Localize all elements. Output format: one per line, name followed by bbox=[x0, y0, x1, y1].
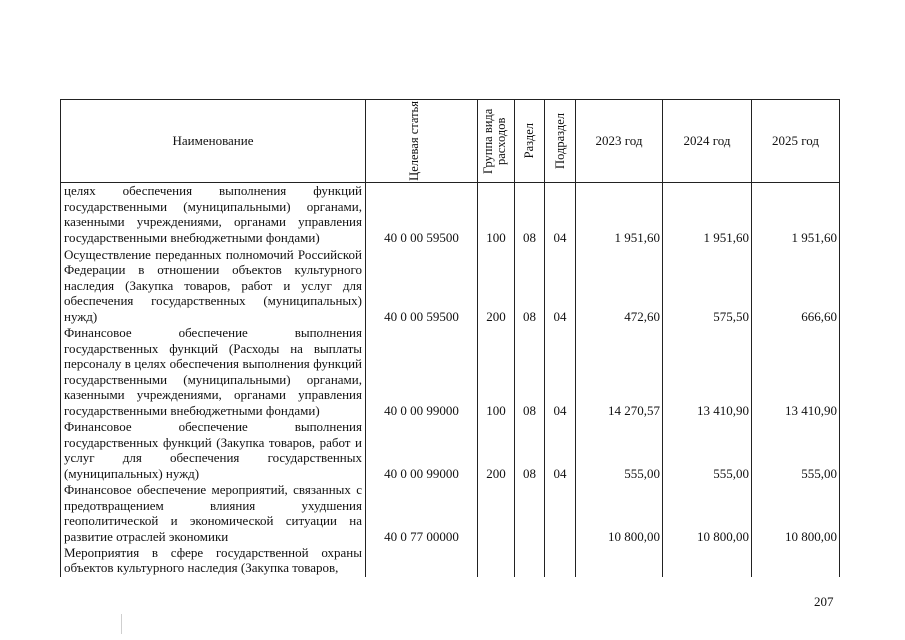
row-section bbox=[515, 545, 545, 577]
header-2024 bbox=[663, 100, 752, 183]
row-2024: 1 951,60 bbox=[663, 183, 752, 246]
header-2025 bbox=[752, 100, 840, 183]
row-2023: 555,00 bbox=[576, 419, 663, 482]
row-name: Финансовое обеспечение выполнения государственных функций (Расходы на выплаты персоналу в целях обеспечения выполнения функций государственными (муниципальными) органами, казенными учреждениями, органами управления государственными внебюджетными фондами) bbox=[61, 325, 366, 419]
header-row bbox=[61, 100, 840, 183]
row-target: 40 0 00 59500 bbox=[366, 183, 478, 246]
page-number: 207 bbox=[814, 594, 834, 609]
row-target: 40 0 77 00000 bbox=[366, 482, 478, 545]
row-target bbox=[366, 545, 478, 577]
header-2024-label: 2024 год bbox=[683, 133, 731, 149]
row-group bbox=[478, 482, 515, 545]
row-name: Финансовое обеспечение выполнения государственных функций (Закупка товаров, работ и услуг для обеспечения государственных (муниципальных) нужд) bbox=[61, 419, 366, 482]
header-section bbox=[515, 100, 545, 183]
row-subsection bbox=[545, 482, 576, 545]
table-row bbox=[61, 482, 840, 545]
header-subsection-label: Подраздел bbox=[552, 113, 567, 169]
row-2025: 666,60 bbox=[752, 246, 840, 325]
header-subsection bbox=[545, 100, 576, 183]
budget-table bbox=[60, 99, 840, 577]
row-2025: 10 800,00 bbox=[752, 482, 840, 545]
scan-mark bbox=[121, 614, 122, 634]
row-section bbox=[515, 482, 545, 545]
header-name-label: Наименование bbox=[172, 133, 254, 149]
header-2025-label: 2025 год bbox=[772, 133, 819, 149]
row-subsection: 04 bbox=[545, 246, 576, 325]
table-row bbox=[61, 183, 840, 246]
header-section-label: Раздел bbox=[522, 123, 536, 159]
row-section: 08 bbox=[515, 419, 545, 482]
table-row bbox=[61, 545, 840, 577]
header-group-label: Группа вида расходов bbox=[481, 108, 508, 174]
row-name: Финансовое обеспечение мероприятий, связанных с предотвращением влияния ухудшения геополитической и экономической ситуации на развитие отраслей экономики bbox=[61, 482, 366, 545]
row-2024: 10 800,00 bbox=[663, 482, 752, 545]
row-2023: 1 951,60 bbox=[576, 183, 663, 246]
row-target: 40 0 00 59500 bbox=[366, 246, 478, 325]
header-name bbox=[61, 100, 366, 183]
row-group: 100 bbox=[478, 183, 515, 246]
table-row bbox=[61, 325, 840, 419]
row-name: Осуществление переданных полномочий Российской Федерации в отношении объектов культурного наследия (Закупка товаров, работ и услуг для обеспечения государственных (муниципальных) нужд) bbox=[61, 246, 366, 325]
row-2025: 555,00 bbox=[752, 419, 840, 482]
table-row bbox=[61, 246, 840, 325]
header-target-label: Целевая статья bbox=[406, 101, 421, 181]
row-subsection: 04 bbox=[545, 419, 576, 482]
row-group: 200 bbox=[478, 246, 515, 325]
header-2023 bbox=[576, 100, 663, 183]
row-subsection: 04 bbox=[545, 183, 576, 246]
row-section: 08 bbox=[515, 325, 545, 419]
row-2023: 14 270,57 bbox=[576, 325, 663, 419]
row-section: 08 bbox=[515, 183, 545, 246]
row-name: Мероприятия в сфере государственной охраны объектов культурного наследия (Закупка товаров, bbox=[61, 545, 366, 577]
row-group bbox=[478, 545, 515, 577]
row-2024: 555,00 bbox=[663, 419, 752, 482]
row-target: 40 0 00 99000 bbox=[366, 419, 478, 482]
row-2024: 575,50 bbox=[663, 246, 752, 325]
row-section: 08 bbox=[515, 246, 545, 325]
row-name: целях обеспечения выполнения функций государственными (муниципальными) органами, казенными учреждениями, органами управления государственными внебюджетными фондами) bbox=[61, 183, 366, 246]
row-target: 40 0 00 99000 bbox=[366, 325, 478, 419]
row-2023: 10 800,00 bbox=[576, 482, 663, 545]
row-2025: 13 410,90 bbox=[752, 325, 840, 419]
row-2023 bbox=[576, 545, 663, 577]
table-row bbox=[61, 419, 840, 482]
row-subsection: 04 bbox=[545, 325, 576, 419]
row-2024: 13 410,90 bbox=[663, 325, 752, 419]
row-2025: 1 951,60 bbox=[752, 183, 840, 246]
row-group: 200 bbox=[478, 419, 515, 482]
row-subsection bbox=[545, 545, 576, 577]
header-2023-label: 2023 год bbox=[595, 133, 643, 149]
header-target bbox=[366, 100, 478, 183]
header-group bbox=[478, 100, 515, 183]
row-2024 bbox=[663, 545, 752, 577]
row-2025 bbox=[752, 545, 840, 577]
row-group: 100 bbox=[478, 325, 515, 419]
row-2023: 472,60 bbox=[576, 246, 663, 325]
